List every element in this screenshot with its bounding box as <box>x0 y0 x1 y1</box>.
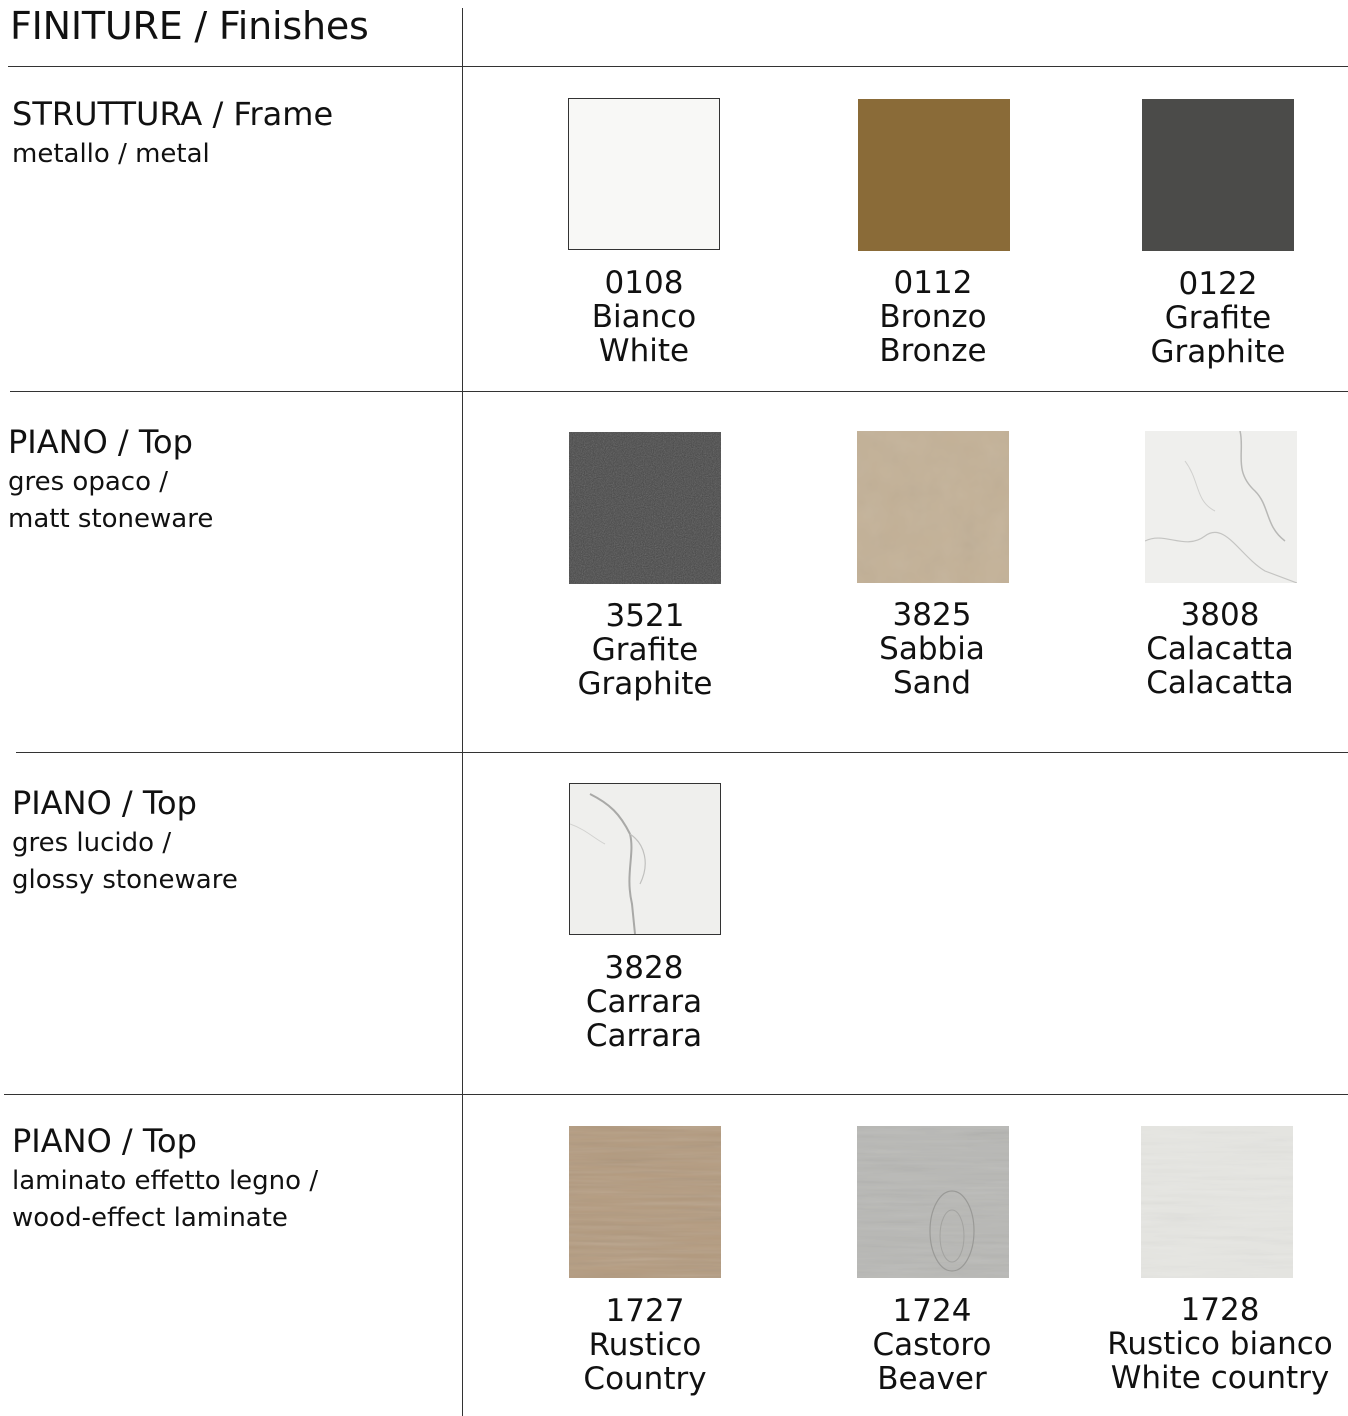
finish-name-en: Graphite <box>577 666 713 702</box>
section-title: PIANO / Top <box>12 784 197 822</box>
finish-code: 1728 <box>1180 1292 1260 1328</box>
swatch-1728 <box>1141 1126 1293 1278</box>
finish-name-it: Grafite <box>1164 300 1272 336</box>
finish-name-en: White <box>598 333 690 369</box>
stone-texture <box>569 432 721 584</box>
finish-name-it: Rustico bianco <box>1107 1326 1333 1362</box>
stone-texture <box>857 431 1009 583</box>
finish-name-it: Rustico <box>588 1327 702 1363</box>
section-description <box>12 136 210 173</box>
finish-name-it: Sabbia <box>879 631 985 667</box>
finish-code: 0112 <box>893 265 973 301</box>
row-divider <box>8 66 1348 67</box>
finish-label <box>495 599 795 701</box>
finish-code: 3825 <box>892 597 972 633</box>
wood-texture <box>569 1126 721 1278</box>
finish-label <box>1070 598 1348 700</box>
finish-name-en: Sand <box>893 665 971 701</box>
finish-code: 1724 <box>892 1293 972 1329</box>
section-title: PIANO / Top <box>8 423 193 461</box>
finish-name-en: Calacatta <box>1146 665 1294 701</box>
finish-label <box>1070 1293 1348 1395</box>
finish-label <box>494 266 794 368</box>
section-description <box>12 1163 318 1237</box>
wood-texture <box>857 1126 1009 1278</box>
section-description <box>12 825 238 899</box>
finish-code: 3808 <box>1180 597 1260 633</box>
finish-label <box>783 266 1083 368</box>
finish-label <box>782 598 1082 700</box>
swatch-3828 <box>569 783 721 935</box>
finish-name-en: White country <box>1110 1360 1330 1396</box>
column-divider <box>462 8 463 1416</box>
finish-code: 3521 <box>605 598 685 634</box>
finish-label <box>782 1294 1082 1396</box>
finish-name-en: Beaver <box>877 1361 987 1397</box>
section-description-line: glossy stoneware <box>12 865 238 895</box>
finish-code: 0122 <box>1178 266 1258 302</box>
page-title: FINITURE / Finishes <box>10 4 369 48</box>
finish-label <box>1068 267 1348 369</box>
marble-texture <box>1145 431 1297 583</box>
section-description-line: gres opaco / <box>8 467 168 497</box>
finish-name-it: Calacatta <box>1146 631 1294 667</box>
finish-name-en: Graphite <box>1150 334 1286 370</box>
finish-label <box>495 1294 795 1396</box>
finish-label <box>494 951 794 1053</box>
section-title: PIANO / Top <box>12 1122 197 1160</box>
finish-name-it: Carrara <box>585 984 703 1020</box>
finish-code: 0108 <box>604 265 684 301</box>
swatch-3825 <box>857 431 1009 583</box>
finish-name-en: Country <box>583 1361 707 1397</box>
swatch-1727 <box>569 1126 721 1278</box>
finish-name-en: Carrara <box>585 1018 703 1054</box>
finish-code: 3828 <box>604 950 684 986</box>
finish-name-en: Bronze <box>879 333 987 369</box>
finish-name-it: Grafite <box>591 632 699 668</box>
section-description-line: matt stoneware <box>8 504 214 534</box>
section-description-line: laminato effetto legno / <box>12 1166 319 1196</box>
swatch-0112 <box>858 99 1010 251</box>
swatch-3521 <box>569 432 721 584</box>
section-title: STRUTTURA / Frame <box>12 95 334 133</box>
row-divider <box>4 1094 1348 1095</box>
swatch-0122 <box>1142 99 1294 251</box>
section-description <box>8 464 213 538</box>
marble-texture <box>570 784 720 934</box>
swatch-0108 <box>568 98 720 250</box>
swatch-3808 <box>1145 431 1297 583</box>
finish-code: 1727 <box>605 1293 685 1329</box>
row-divider <box>10 391 1348 392</box>
finish-name-it: Castoro <box>872 1327 992 1363</box>
finish-name-it: Bronzo <box>879 299 987 335</box>
swatch-1724 <box>857 1126 1009 1278</box>
section-description-line: wood-effect laminate <box>12 1203 288 1233</box>
finish-name-it: Bianco <box>591 299 697 335</box>
row-divider <box>16 752 1348 753</box>
wood-texture <box>1141 1126 1293 1278</box>
section-description-line: metallo / metal <box>12 139 210 169</box>
section-description-line: gres lucido / <box>12 828 172 858</box>
